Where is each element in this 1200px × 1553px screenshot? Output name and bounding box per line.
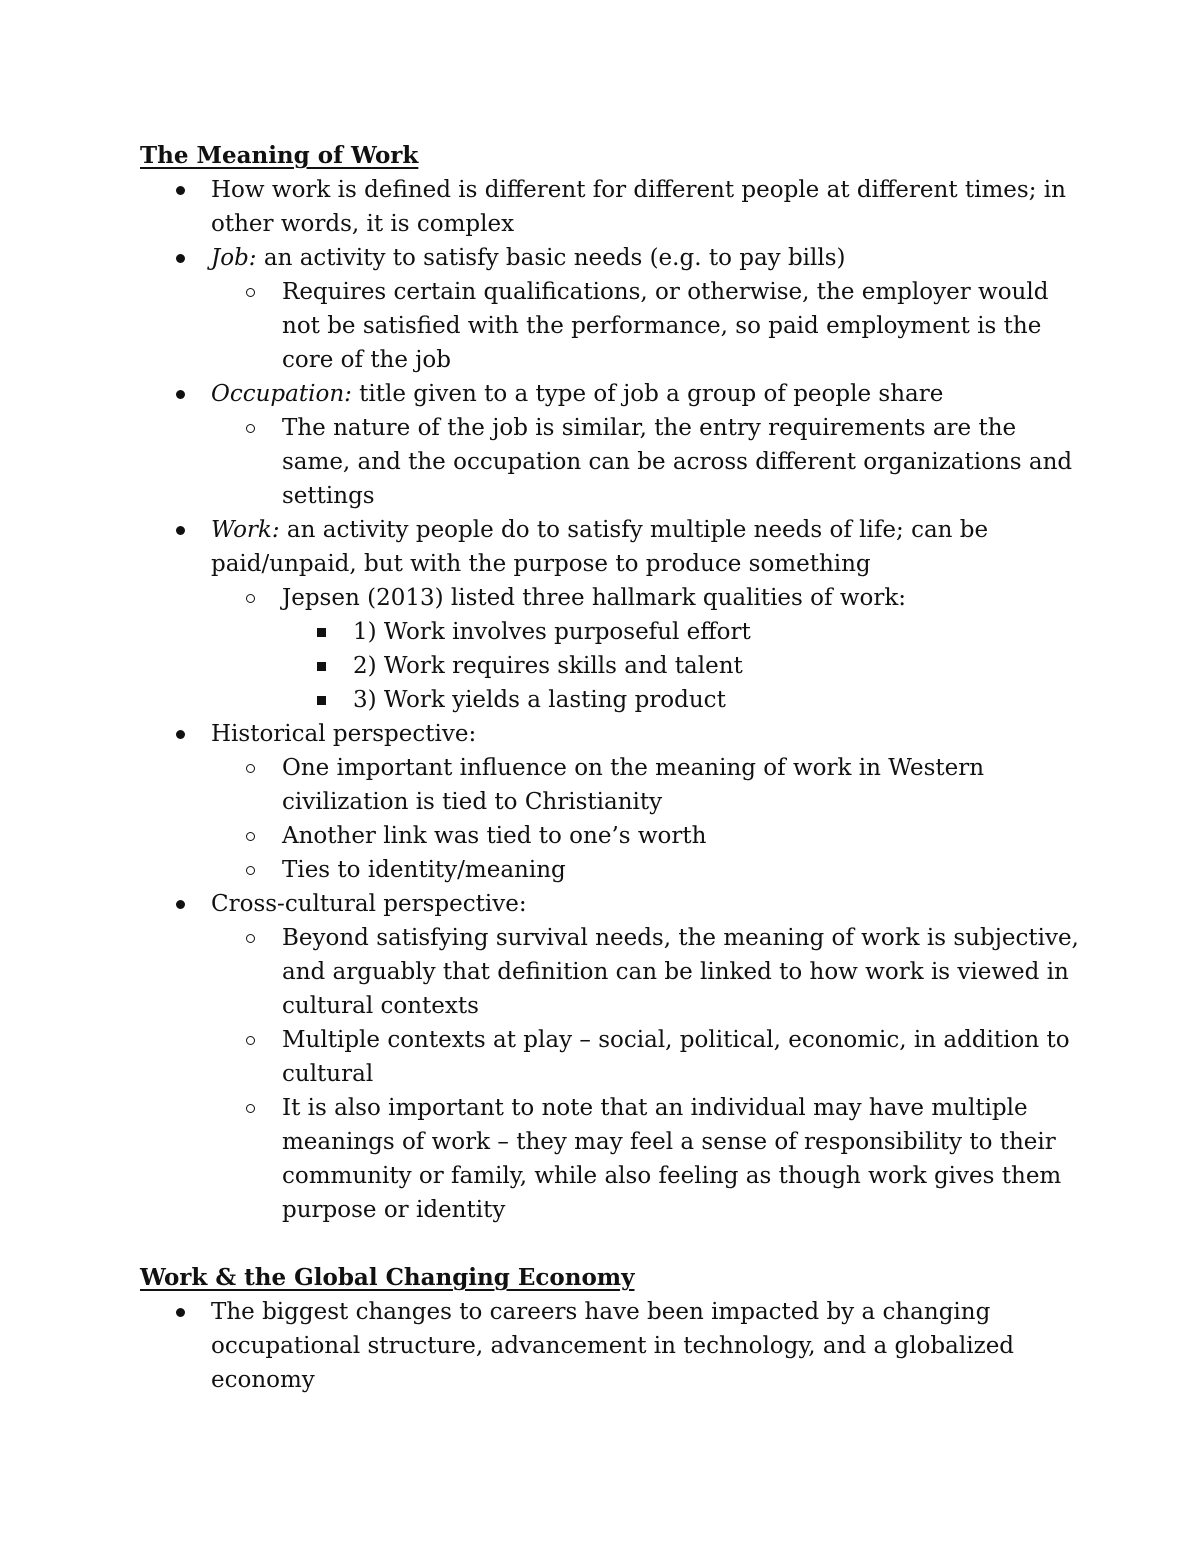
bullet-icon	[176, 241, 185, 275]
list-item: Requires certain qualifications, or otherwise, the employer would not be satisfied with the performance, so paid employment is the core of the job	[140, 275, 1080, 377]
term-label: Job:	[211, 245, 257, 271]
list-item: The nature of the job is similar, the entry requirements are the same, and the occupation can be across different organizations and settings	[140, 411, 1080, 513]
list-item: 3) Work yields a lasting product	[140, 683, 1080, 717]
bullet-icon	[176, 1295, 185, 1329]
bullet-icon	[176, 717, 185, 751]
circle-bullet-icon	[246, 853, 255, 887]
list-item: One important influence on the meaning of work in Western civilization is tied to Christianity	[140, 751, 1080, 819]
circle-bullet-icon	[246, 921, 255, 955]
square-bullet-icon	[317, 615, 326, 649]
list-item: Job: an activity to satisfy basic needs (e.g. to pay bills)	[140, 241, 1080, 275]
term-label: Occupation:	[211, 381, 352, 407]
section-heading: The Meaning of Work	[140, 142, 419, 169]
list-item: 2) Work requires skills and talent	[140, 649, 1080, 683]
bullet-list	[140, 1295, 1080, 1397]
section-heading: Work & the Global Changing Economy	[140, 1264, 635, 1291]
list-item: Beyond satisfying survival needs, the meaning of work is subjective, and arguably that definition can be linked to how work is viewed in cultural contexts	[140, 921, 1080, 1023]
list-item: It is also important to note that an individual may have multiple meanings of work – they may feel a sense of responsibility to their community or family, while also feeling as though work gives them purpose or identity	[140, 1091, 1080, 1227]
list-item: Another link was tied to one’s worth	[140, 819, 1080, 853]
list-item: Historical perspective:	[140, 717, 1080, 751]
circle-bullet-icon	[246, 751, 255, 785]
circle-bullet-icon	[246, 819, 255, 853]
term-label: Work:	[211, 517, 280, 543]
list-item: Jepsen (2013) listed three hallmark qualities of work:	[140, 581, 1080, 615]
list-item: Ties to identity/meaning	[140, 853, 1080, 887]
bullet-list	[140, 173, 1080, 1227]
bullet-icon	[176, 377, 185, 411]
list-item: The biggest changes to careers have been impacted by a changing occupational structure, advancement in technology, and a globalized economy	[140, 1295, 1080, 1397]
document-page	[140, 139, 1080, 1397]
bullet-icon	[176, 513, 185, 547]
circle-bullet-icon	[246, 411, 255, 445]
circle-bullet-icon	[246, 1023, 255, 1057]
list-item: Multiple contexts at play – social, political, economic, in addition to cultural	[140, 1023, 1080, 1091]
square-bullet-icon	[317, 649, 326, 683]
list-item: Work: an activity people do to satisfy multiple needs of life; can be paid/unpaid, but with the purpose to produce something	[140, 513, 1080, 581]
circle-bullet-icon	[246, 275, 255, 309]
section-spacer	[140, 1227, 1080, 1261]
list-item: 1) Work involves purposeful effort	[140, 615, 1080, 649]
circle-bullet-icon	[246, 1091, 255, 1125]
list-item: How work is defined is different for different people at different times; in other words, it is complex	[140, 173, 1080, 241]
square-bullet-icon	[317, 683, 326, 717]
list-item: Cross-cultural perspective:	[140, 887, 1080, 921]
bullet-icon	[176, 887, 185, 921]
bullet-icon	[176, 173, 185, 207]
list-item: Occupation: title given to a type of job a group of people share	[140, 377, 1080, 411]
circle-bullet-icon	[246, 581, 255, 615]
